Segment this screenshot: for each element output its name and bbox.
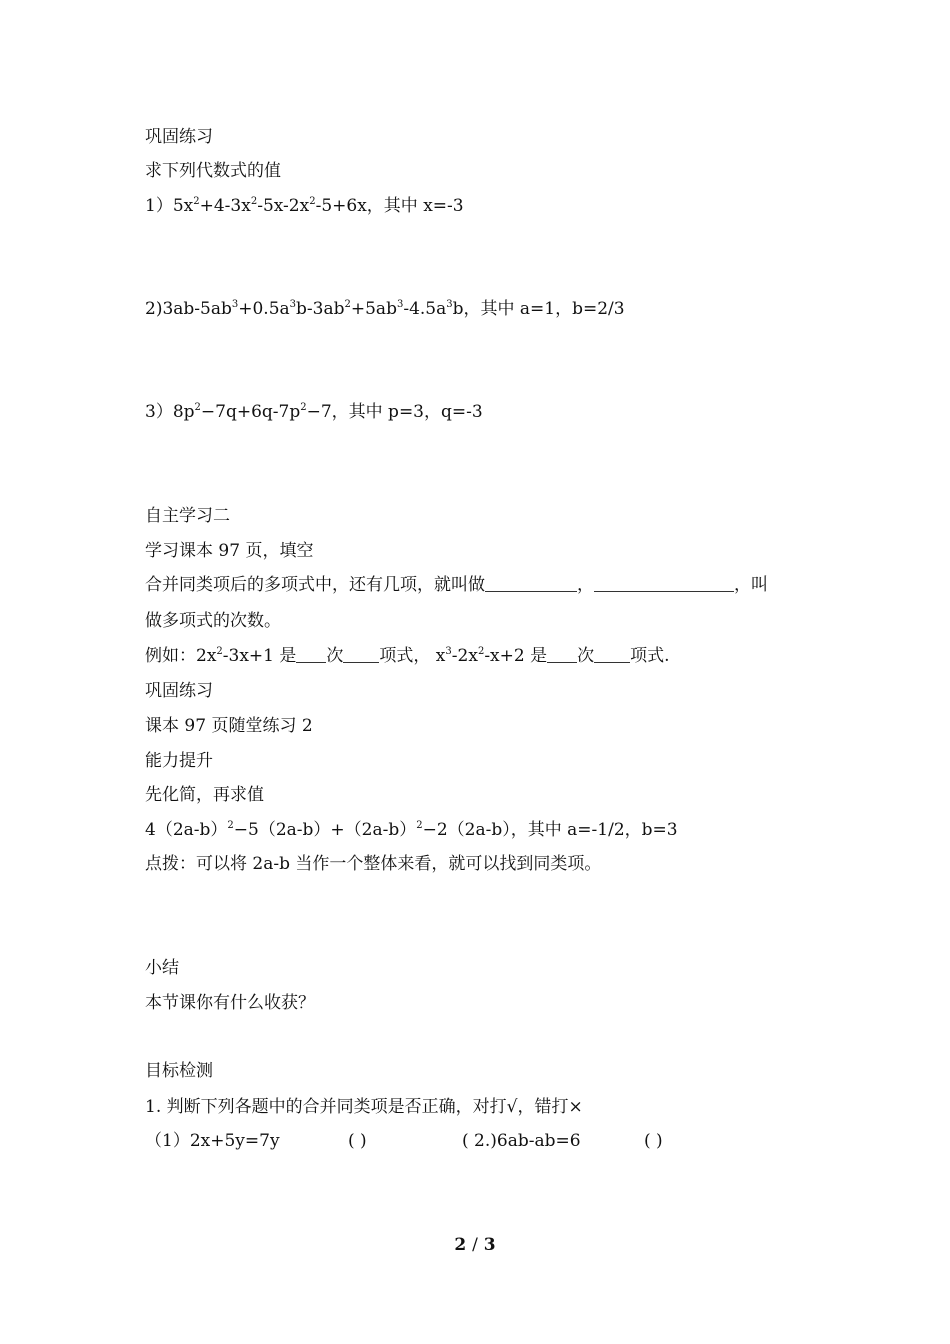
section-title-goal-check: 目标检测 bbox=[145, 1061, 213, 1081]
example-line: 例如：$2x^2-3x+1$ 是 次 项式， $x^3-2x^2-x+2$ 是 次 项式. bbox=[145, 646, 670, 666]
task-evaluate: 求下列代数式的值 bbox=[145, 161, 281, 181]
question-1-item-2: ( 2.)6ab-ab=6 bbox=[462, 1131, 581, 1151]
answer-blank[interactable] bbox=[547, 646, 577, 663]
fill-in-sentence: 合并同类项后的多项式中，还有几项，就叫做 ， ，叫 bbox=[145, 575, 768, 595]
section-title-consolidation: 巩固练习 bbox=[145, 127, 213, 147]
section-title-summary: 小结 bbox=[145, 958, 179, 978]
problem-1: $1)5x^2+4-3x^2-5x-2x^2-5+6x$，其中 x=-3 bbox=[145, 196, 464, 216]
simplify-expression: $4(2a-b)^2-5(2a-b)+(2a-b)^2-2(2a-b)$，其中 a=-1/2，b=3 bbox=[145, 820, 678, 840]
task-textbook-exercise: 课本 97 页随堂练习 2 bbox=[145, 716, 313, 736]
answer-blank[interactable] bbox=[594, 646, 630, 663]
answer-blank[interactable] bbox=[594, 575, 734, 592]
answer-parentheses[interactable]: ( ) bbox=[644, 1131, 663, 1151]
answer-blank[interactable] bbox=[485, 575, 577, 592]
fill-in-sentence-cont: 做多项式的次数。 bbox=[145, 611, 281, 631]
question-1: 1. 判断下列各题中的合并同类项是否正确，对打√，错打× bbox=[145, 1097, 583, 1117]
problem-2: $2)3ab-5ab^3+0.5a^3b-3ab^2+5ab^3-4.5a^3b$，其中 a=1，b=2/3 bbox=[145, 299, 625, 319]
answer-parentheses[interactable]: ( ) bbox=[348, 1131, 367, 1151]
question-1-item-1: （1）2x+5y=7y bbox=[145, 1131, 280, 1151]
section-title-consolidation-2: 巩固练习 bbox=[145, 681, 213, 701]
task-simplify: 先化简，再求值 bbox=[145, 785, 264, 805]
page-number: 2 / 3 bbox=[454, 1235, 496, 1255]
summary-question: 本节课你有什么收获？ bbox=[145, 993, 315, 1013]
section-title-ability: 能力提升 bbox=[145, 751, 213, 771]
problem-3: $3)8p^2-7q+6q-7p^2-7$，其中 p=3，q=-3 bbox=[145, 402, 483, 422]
task-read-textbook: 学习课本 97 页，填空 bbox=[145, 541, 314, 561]
section-title-self-study-2: 自主学习二 bbox=[145, 506, 230, 526]
answer-blank[interactable] bbox=[343, 646, 379, 663]
hint-line: 点拨：可以将 2a-b 当作一个整体来看，就可以找到同类项。 bbox=[145, 854, 602, 874]
answer-blank[interactable] bbox=[296, 646, 326, 663]
